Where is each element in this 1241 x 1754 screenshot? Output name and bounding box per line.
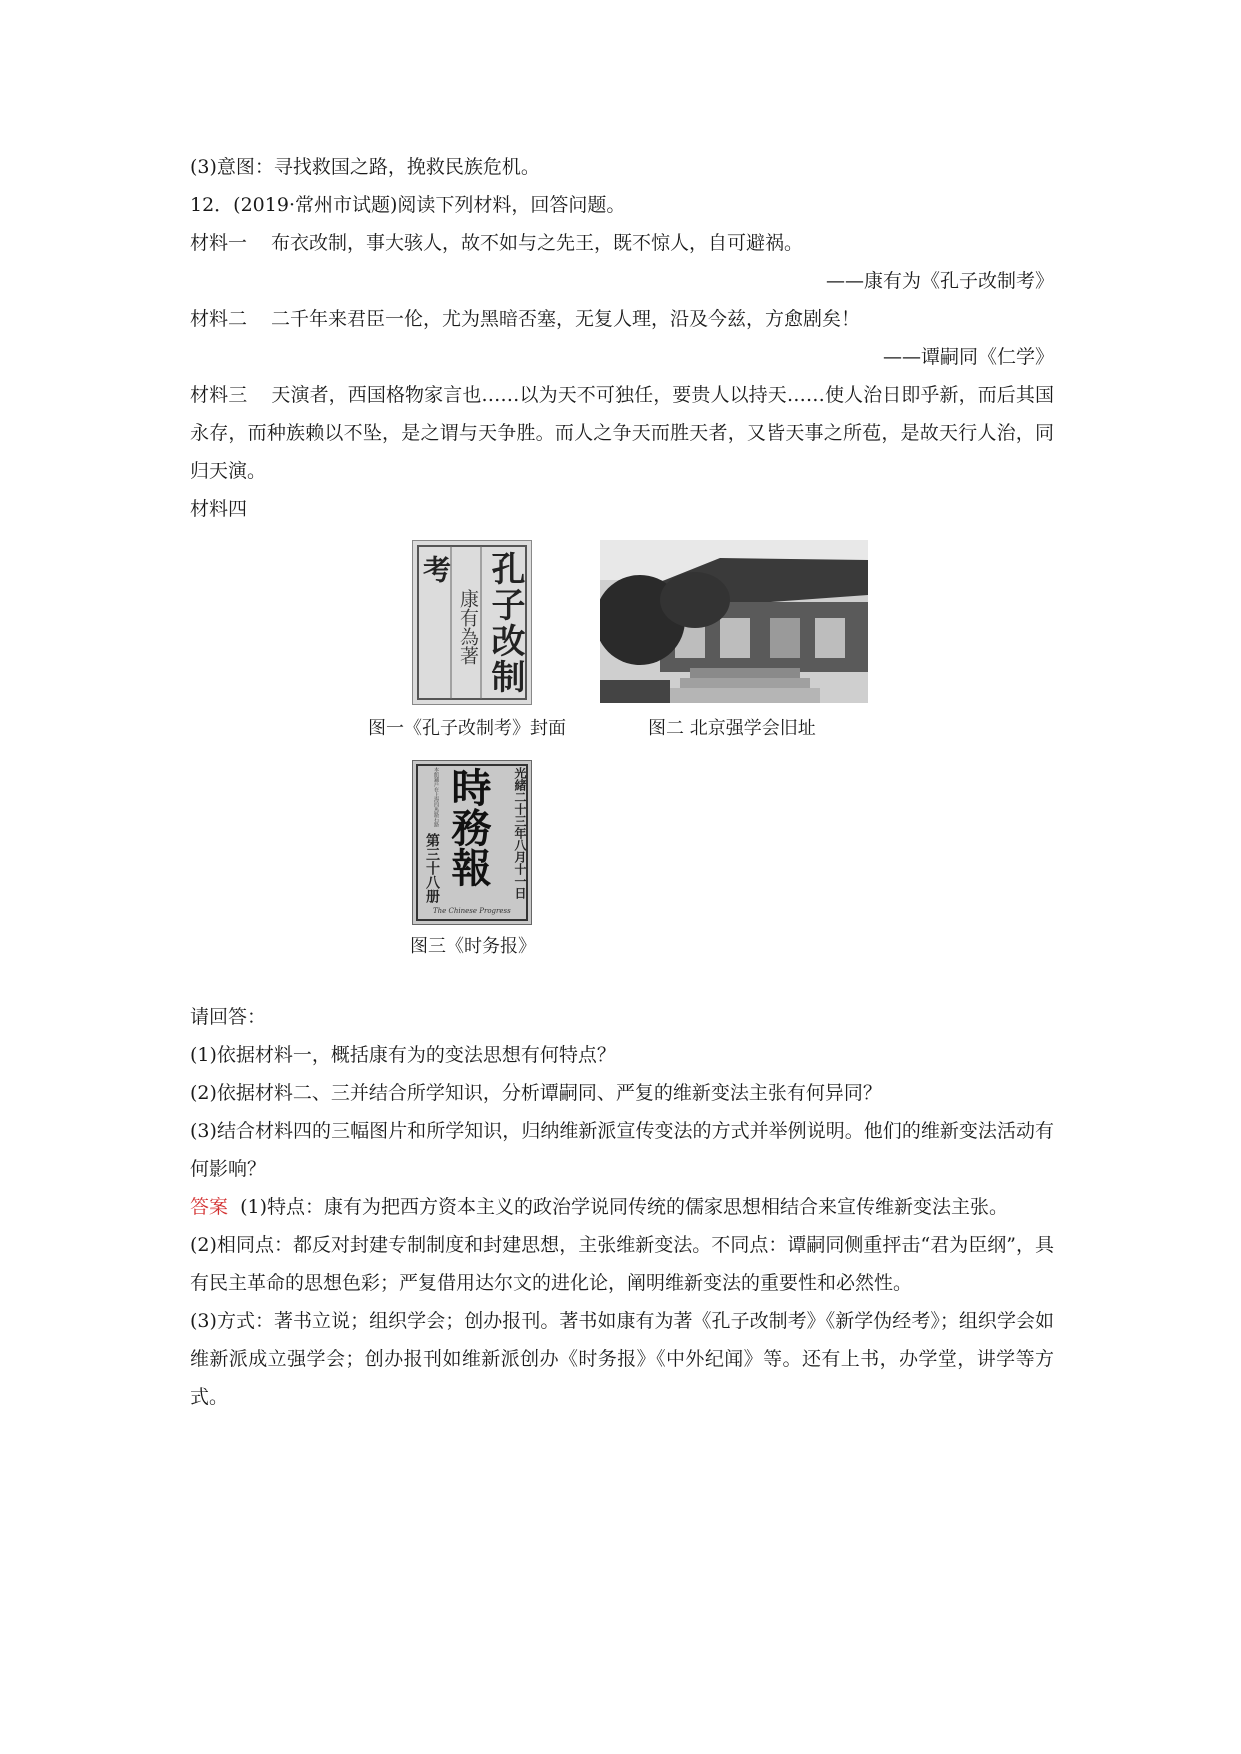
figure-one-caption: 图一《孔子改制考》封面 — [368, 718, 566, 739]
question-two: (2)依据材料二、三并结合所学知识，分析谭嗣同、严复的维新变法主张有何异同？ — [190, 1082, 882, 1104]
material-four-label: 材料四 — [190, 498, 248, 520]
question-header: 12．(2019·常州市试题)阅读下列材料，回答问题。 — [190, 194, 626, 216]
figure-three-english: The Chinese Progress — [433, 907, 511, 915]
material-two-source: ——谭嗣同《仁学》 — [882, 346, 1054, 368]
figure-three-issue: 第三十八册 — [424, 833, 440, 903]
figure-two-image — [600, 540, 868, 703]
question-three: (3)结合材料四的三幅图片和所学知识，归纳维新派宣传变法的方式并举例说明。他们的维新变法活动有何影响？ — [190, 1120, 1054, 1180]
figure-three-small-text: 本館鋪戶在上海四馬路石路 — [433, 767, 439, 827]
figure-three-caption: 图三《时务报》 — [410, 936, 536, 957]
material-two-label: 材料二 — [190, 308, 248, 330]
material-one-source: ——康有为《孔子改制考》 — [825, 270, 1054, 292]
answer-three: (3)方式：著书立说；组织学会；创办报刊。著书如康有为著《孔子改制考》《新学伪经考》；组织学会如维新派成立强学会；创办报刊如维新派创办《时务报》《中外纪闻》等。还有上书，办学堂，讲学等方式。 — [190, 1310, 1054, 1408]
figure-three-title: 時務報 — [445, 767, 492, 887]
figure-one-side-char: 考 — [419, 555, 452, 583]
answer-one — [190, 1188, 1054, 1226]
figure-two-photo-art — [600, 540, 868, 703]
figure-three-image — [412, 760, 532, 925]
material-three-label: 材料三 — [190, 384, 248, 406]
answer-two: (2)相同点：都反对封建专制制度和封建思想，主张维新变法。不同点：谭嗣同侧重抨击“君为臣纲”，具有民主革命的思想色彩；严复借用达尔文的进化论，阐明维新变法的重要性和必然性。 — [190, 1234, 1054, 1294]
material-three — [190, 376, 1054, 490]
material-one-label: 材料一 — [190, 232, 248, 254]
questions-prompt: 请回答： — [190, 1006, 267, 1028]
material-two-text: 二千年来君臣一伦，尤为黑暗否塞，无复人理，沿及今兹，方愈剧矣！ — [271, 308, 861, 330]
answer-one-text: (1)特点：康有为把西方资本主义的政治学说同传统的儒家思想相结合来宣传维新变法主张。 — [240, 1196, 1009, 1218]
material-one-text: 布衣改制，事大骇人，故不如与之先王，既不惊人，自可避祸。 — [271, 232, 804, 254]
material-one — [190, 224, 1054, 262]
material-two — [190, 300, 1054, 338]
material-three-text: 天演者，西国格物家言也……以为天不可独任，要贵人以持天……使人治日即乎新，而后其国永存，而种族赖以不坠，是之谓与天争胜。而人之争天而胜天者，又皆天事之所苞，是故天行人治，同归天演。 — [190, 384, 1054, 482]
figure-three-date: 光緒二十三年八月十一日 — [513, 767, 527, 899]
figure-one-author: 康有為著 — [457, 589, 479, 665]
figure-one-title: 孔子改制 — [485, 551, 525, 695]
figure-one-image — [412, 540, 532, 705]
previous-answer-line: (3)意图：寻找救国之路，挽救民族危机。 — [190, 156, 540, 178]
figures-area — [190, 528, 1054, 998]
question-one: (1)依据材料一，概括康有为的变法思想有何特点？ — [190, 1044, 616, 1066]
answer-label: 答案 — [190, 1196, 229, 1218]
figure-two-caption: 图二 北京强学会旧址 — [648, 718, 816, 739]
document-page — [190, 148, 1054, 1416]
